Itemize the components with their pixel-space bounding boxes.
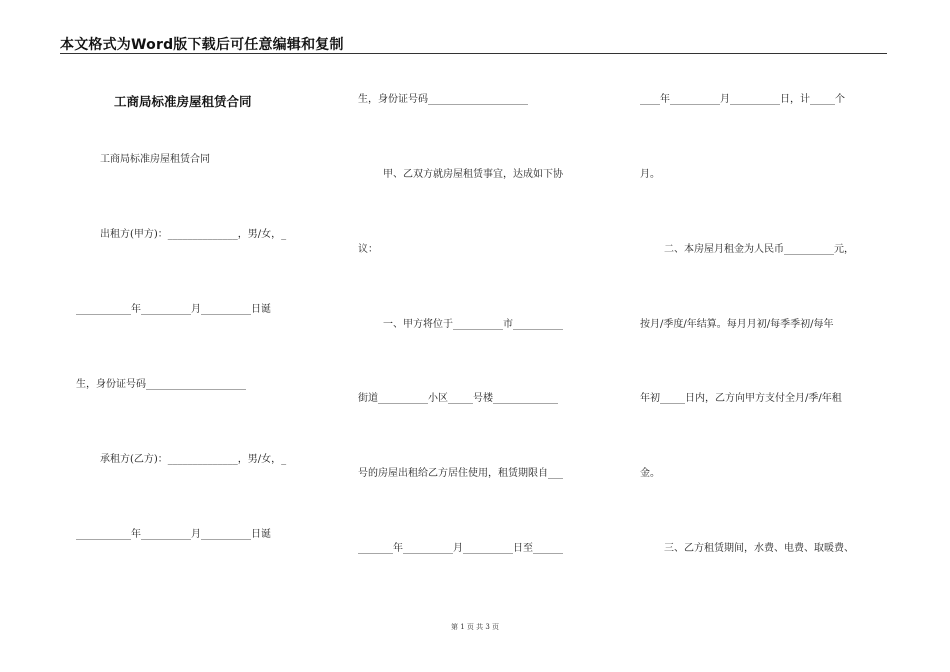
paragraph-line: ____年__________月__________日，计_____个 — [640, 94, 845, 105]
paragraph-line: 二、本房屋月租金为人民币__________元， — [664, 244, 854, 255]
paragraph-line: _______年__________月__________日至______ — [358, 543, 563, 554]
paragraph-line: 生，身份证号码____________________ — [76, 379, 246, 390]
paragraph-line: ___________年__________月__________日诞 — [76, 304, 271, 315]
paragraph-line: 年初_____日内，乙方向甲方支付全月/季/年租 — [640, 393, 842, 404]
document-title: 工商局标准房屋租赁合同 — [114, 94, 252, 109]
paragraph-line: 一、甲方将位于__________市__________ — [383, 319, 563, 330]
paragraph-line: 三、乙方租赁期间，水费、电费、取暖费、 — [664, 543, 854, 554]
header-divider — [60, 53, 887, 54]
paragraph-line: 金。 — [640, 468, 660, 479]
paragraph-line: 月。 — [640, 169, 660, 180]
paragraph-line: 议： — [358, 244, 378, 255]
paragraph-line: 承租方(乙方)：______________，男/女，_ — [100, 454, 287, 465]
paragraph-line: 按月/季度/年结算。每月月初/每季季初/每年 — [640, 319, 834, 330]
paragraph-line: ___________年__________月__________日诞 — [76, 529, 271, 540]
paragraph-line: 甲、乙双方就房屋租赁事宜，达成如下协 — [383, 169, 563, 180]
header-banner: 本文格式为Word版下载后可任意编辑和复制 — [60, 37, 344, 53]
paragraph-line: 出租方(甲方)：______________，男/女，_ — [100, 229, 287, 240]
page-number-footer: 第 1 页 共 3 页 — [450, 623, 500, 631]
paragraph-line: 生，身份证号码____________________ — [358, 94, 528, 105]
paragraph-line: 街道__________小区_____号楼_____________ — [358, 393, 558, 404]
paragraph-line: 工商局标准房屋租赁合同 — [100, 154, 210, 165]
paragraph-line: 号的房屋出租给乙方居住使用，租赁期限自___ — [358, 468, 563, 479]
